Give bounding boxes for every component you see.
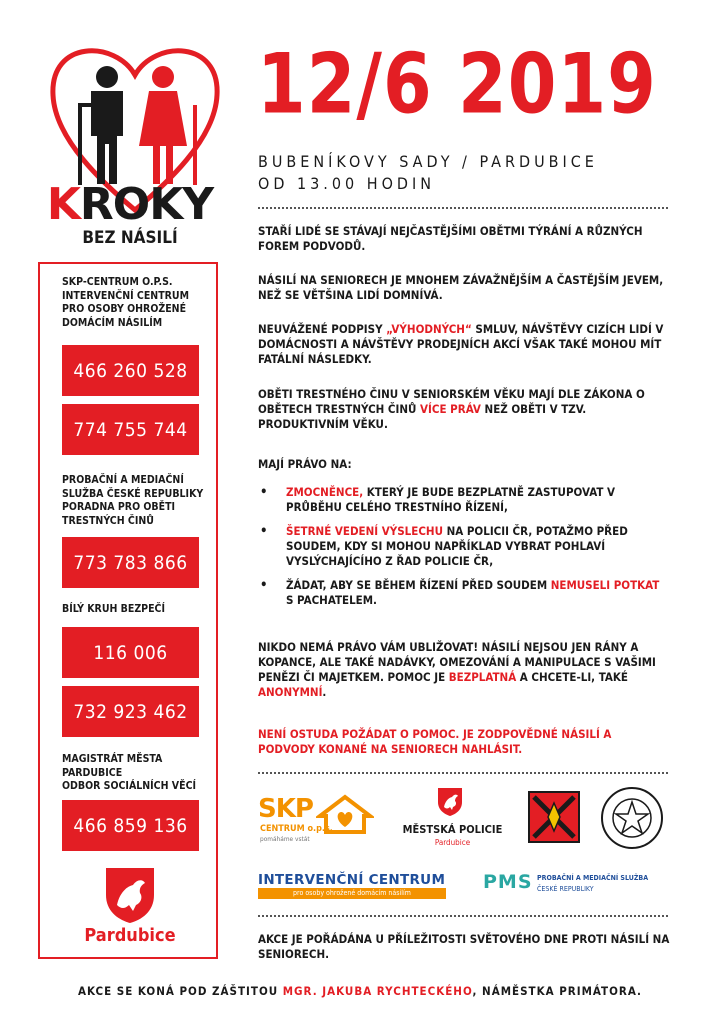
org-line: PROBAČNÍ A MEDIAČNÍ <box>62 474 184 486</box>
paragraph-2: NÁSILÍ NA SENIORECH JE MNOHEM ZÁVAŽNĚJŠÍM A ČASTĚJŠÍM JEVEM, NEŽ SE VĚTŠINA LIDÍ DOMNÍVÁ. <box>258 273 664 302</box>
skp-wordmark: SKP <box>258 794 313 824</box>
dotted-divider <box>258 915 668 917</box>
text: AKCE SE KONÁ POD ZÁŠTITOU <box>78 984 283 998</box>
time-line: OD 13.00 HODIN <box>258 174 435 193</box>
list-item <box>258 485 670 515</box>
rights-list <box>258 485 670 617</box>
pardubice-crest-icon <box>103 865 157 925</box>
text: , NÁMĚSTKA PRIMÁTORA. <box>472 984 642 998</box>
police-star-icon <box>600 786 664 850</box>
org-magistrat <box>62 753 212 794</box>
pms-line: ČESKÉ REPUBLIKY <box>537 885 594 893</box>
text: NEUVÁŽENÉ PODPISY <box>258 322 387 336</box>
highlight: ZMOCNĚNCE, <box>286 485 364 499</box>
man-figure <box>78 66 123 185</box>
phone-skp-2[interactable]: 774 755 744 <box>62 404 199 455</box>
highlight: BEZPLATNÁ <box>448 670 517 684</box>
highlight: ANONYMNÍ <box>258 685 323 699</box>
ic-subtitle: pro osoby ohrožené domácím násilím <box>258 888 446 899</box>
ic-name: INTERVENČNÍ CENTRUM <box>258 872 446 888</box>
paragraph-6: NENÍ OSTUDA POŽÁDAT O POMOC. JE ZODPOVĚDNÉ NÁSILÍ A PODVODY KONANÉ NA SENIORECH NAHLÁSIT. <box>258 727 612 756</box>
org-line: PORADNA PRO OBĚTI <box>62 501 176 513</box>
org-line: BÍLÝ KRUH BEZPEČÍ <box>62 603 166 615</box>
org-line: DOMÁCÍM NÁSILÍM <box>62 316 163 329</box>
org-skp-centrum <box>62 276 212 330</box>
dotted-divider <box>258 772 668 774</box>
text: ŽÁDAT, ABY SE BĚHEM ŘÍZENÍ PŘED SOUDEM <box>286 578 551 592</box>
event-date: 12/6 2019 <box>257 36 657 133</box>
list-item <box>258 578 670 608</box>
org-line: SLUŽBA ČESKÉ REPUBLIKY <box>62 487 204 500</box>
intervencni-centrum-logo <box>258 872 448 898</box>
contacts-sidebar <box>38 262 218 959</box>
fire-rescue-emblem-icon <box>528 791 580 843</box>
highlight: NEMUSELI POTKAT <box>550 578 660 592</box>
phone-bily-kruh-2[interactable]: 732 923 462 <box>62 686 199 737</box>
mestska-policie-logo <box>395 787 510 853</box>
logo-wordmark: KROKY <box>46 179 214 230</box>
patronage-footer <box>0 984 720 998</box>
phone-pms[interactable]: 773 783 866 <box>62 537 199 588</box>
text: SMLUV, NÁVŠTĚVY CIZÍCH LIDÍ V DOMÁCNOSTI A NÁVŠTĚVY PRODEJNÍCH AKCÍ VŠAK TAKÉ MOHOU MÍT FATÁLNÍ NÁSLEDKY. <box>258 322 664 366</box>
org-line: PARDUBICE <box>62 766 123 779</box>
org-pms <box>62 474 212 528</box>
highlight: VÍCE PRÁV <box>420 402 481 416</box>
text: NEŽ OBĚTI V TZV. PRODUKTIVNÍM VĚKU. <box>258 402 587 431</box>
pardubice-crest-icon <box>437 787 463 817</box>
logo-subtitle: BEZ NÁSILÍ <box>82 228 178 248</box>
patron-name: MGR. JAKUBA RYCHTECKÉHO <box>282 984 473 998</box>
org-line: ODBOR SOCIÁLNÍCH VĚCÍ <box>62 780 197 792</box>
pardubice-label: Pardubice <box>84 925 176 946</box>
skp-subtitle: CENTRUM o.p.s. <box>260 824 333 834</box>
phone-bily-kruh-1[interactable]: 116 006 <box>62 627 199 678</box>
paragraph-4 <box>258 387 670 432</box>
text: NA POLICII ČR, POTAŽMO PŘED SOUDEM, KDY SI MOHOU NAPŘÍKLAD VYBRAT POHLAVÍ VYSLÝCHAJÍCÍHO Z ŘAD POLICIE ČR, <box>286 524 628 568</box>
event-venue <box>258 151 688 195</box>
paragraph-5 <box>258 640 670 700</box>
list-item <box>258 524 670 569</box>
woman-figure <box>139 66 197 185</box>
text: KTERÝ JE BUDE BEZPLATNĚ ZASTUPOVAT V PRŮBĚHU CELÉHO TRESTNÍHO ŘÍZENÍ, <box>286 485 616 514</box>
org-bily-kruh <box>62 603 212 617</box>
text: OBĚTI TRESTNÉHO ČINU V SENIORSKÉM VĚKU MAJÍ DLE ZÁKONA O OBĚTECH TRESTNÝCH ČINŮ <box>258 387 645 416</box>
pms-logo <box>483 868 683 902</box>
pms-line: PROBAČNÍ A MEDIAČNÍ SLUŽBA <box>537 874 649 882</box>
highlight: ŠETRNÉ VEDENÍ VÝSLECHU <box>286 524 443 538</box>
org-line: SKP-CENTRUM O.P.S. <box>62 276 173 288</box>
closing-note: AKCE JE POŘÁDÁNA U PŘÍLEŽITOSTI SVĚTOVÉHO DNE PROTI NÁSILÍ NA SENIORECH. <box>258 932 670 961</box>
venue-line: BUBENÍKOVY SADY / PARDUBICE <box>258 152 598 171</box>
text: A CHCETE-LI, TAKÉ <box>516 670 628 684</box>
phone-skp-1[interactable]: 466 260 528 <box>62 345 199 396</box>
phone-magistrat[interactable]: 466 859 136 <box>62 800 199 851</box>
org-line: INTERVENČNÍ CENTRUM <box>62 289 189 302</box>
text: NIKDO NEMÁ PRÁVO VÁM UBLIŽOVAT! NÁSILÍ NEJSOU JEN RÁNY A KOPANCE, ALE TAKÉ NADÁVKY, OMEZOVÁNÍ A MANIPULACE S VAŠIMI PENĚZI ČI MAJETKEM. POMOC JE <box>258 640 656 684</box>
text: . <box>322 685 327 699</box>
mp-city: Pardubice <box>434 838 471 847</box>
paragraph-1: STAŘÍ LIDÉ SE STÁVAJÍ NEJČASTĚJŠÍMI OBĚTMI TÝRÁNÍ A RŮZNÝCH FOREM PODVODŮ. <box>258 224 643 253</box>
text: S PACHATELEM. <box>286 593 377 607</box>
highlight: „VÝHODNÝCH“ <box>386 322 472 336</box>
pms-mark: PMS <box>483 871 533 893</box>
mp-name: MĚSTSKÁ POLICIE <box>402 823 503 836</box>
policie-cr-logo <box>600 786 664 850</box>
org-line: TRESTNÝCH ČINŮ <box>62 514 154 527</box>
skp-tagline: pomáháme vstát <box>260 835 310 843</box>
rights-intro: MAJÍ PRÁVO NA: <box>258 457 352 471</box>
skp-centrum-logo <box>258 794 378 846</box>
dotted-divider <box>258 207 668 209</box>
paragraph-3 <box>258 322 670 367</box>
org-line: MAGISTRÁT MĚSTA <box>62 753 163 765</box>
org-line: PRO OSOBY OHROŽENÉ <box>62 303 187 315</box>
